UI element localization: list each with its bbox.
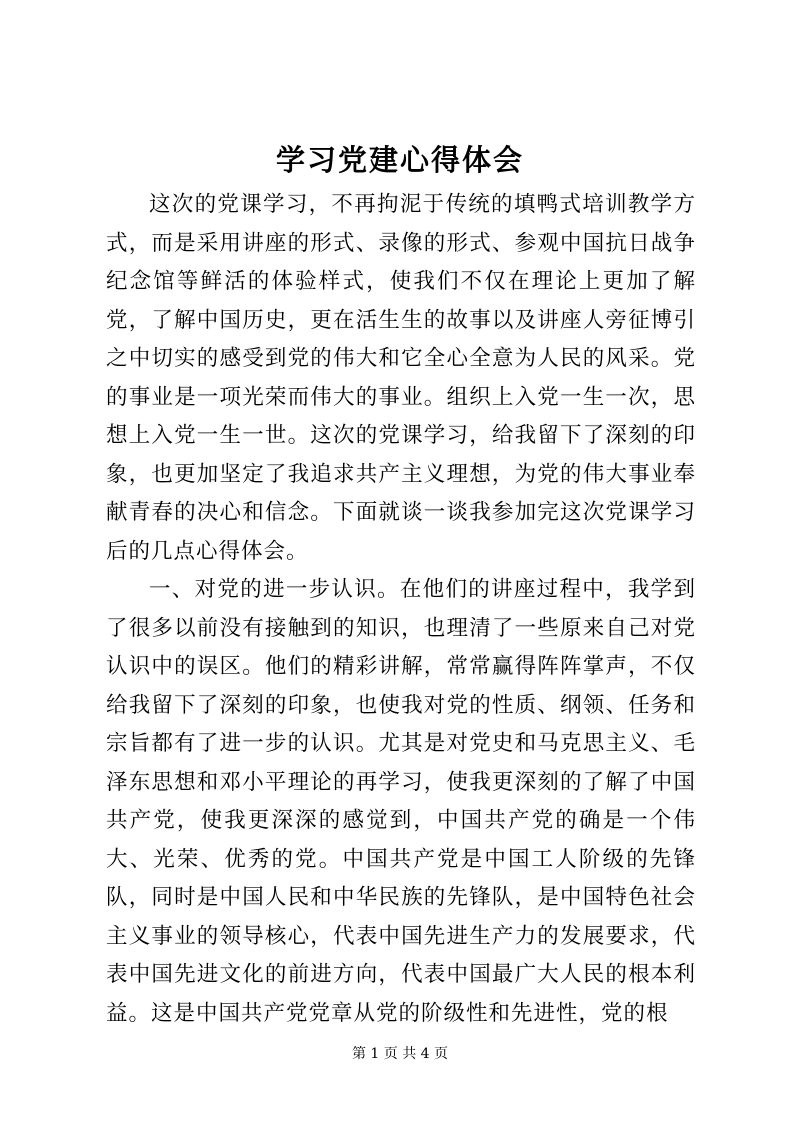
paragraph-2: 一、对党的进一步认识。在他们的讲座过程中，我学到了很多以前没有接触到的知识，也理清了一些原来自己对党认识中的误区。他们的精彩讲解，常常赢得阵阵掌声，不仅给我留下了深刻的印象，也使我对党的性质、纲领、任务和宗旨都有了进一步的认识。尤其是对党史和马克思主义、毛泽东思想和邓小平理论的再学习，使我更深刻的了解了中国共产党，使我更深深的感觉到，中国共产党的确是一个伟大、光荣、优秀的党。中国共产党是中国工人阶级的先锋队，同时是中国人民和中华民族的先锋队，是中国特色社会主义事业的领导核心，代表中国先进生产力的发展要求，代表中国先进文化的前进方向，代表中国最广大人民的根本利益。这是中国共产党党章从党的阶级性和先进性，党的根 xyxy=(106,577,696,1026)
paragraph-1: 这次的党课学习，不再拘泥于传统的填鸭式培训教学方式，而是采用讲座的形式、录像的形式、参观中国抗日战争纪念馆等鲜活的体验样式，使我们不仅在理论上更加了解党，了解中国历史，更在活生生的故事以及讲座人旁征博引之中切实的感受到党的伟大和它全心全意为人民的风采。党的事业是一项光荣而伟大的事业。组织上入党一生一次，思想上入党一生一世。这次的党课学习，给我留下了深刻的印象，也更加坚定了我追求共产主义理想，为党的伟大事业奉献青春的决心和信念。下面就谈一谈我参加完这次党课学习后的几点心得体会。 xyxy=(106,192,696,564)
document-body xyxy=(106,186,696,1033)
document-title: 学习党建心得体会 xyxy=(275,143,524,177)
page-number-footer: 第 1 页 共 4 页 xyxy=(351,1046,449,1062)
